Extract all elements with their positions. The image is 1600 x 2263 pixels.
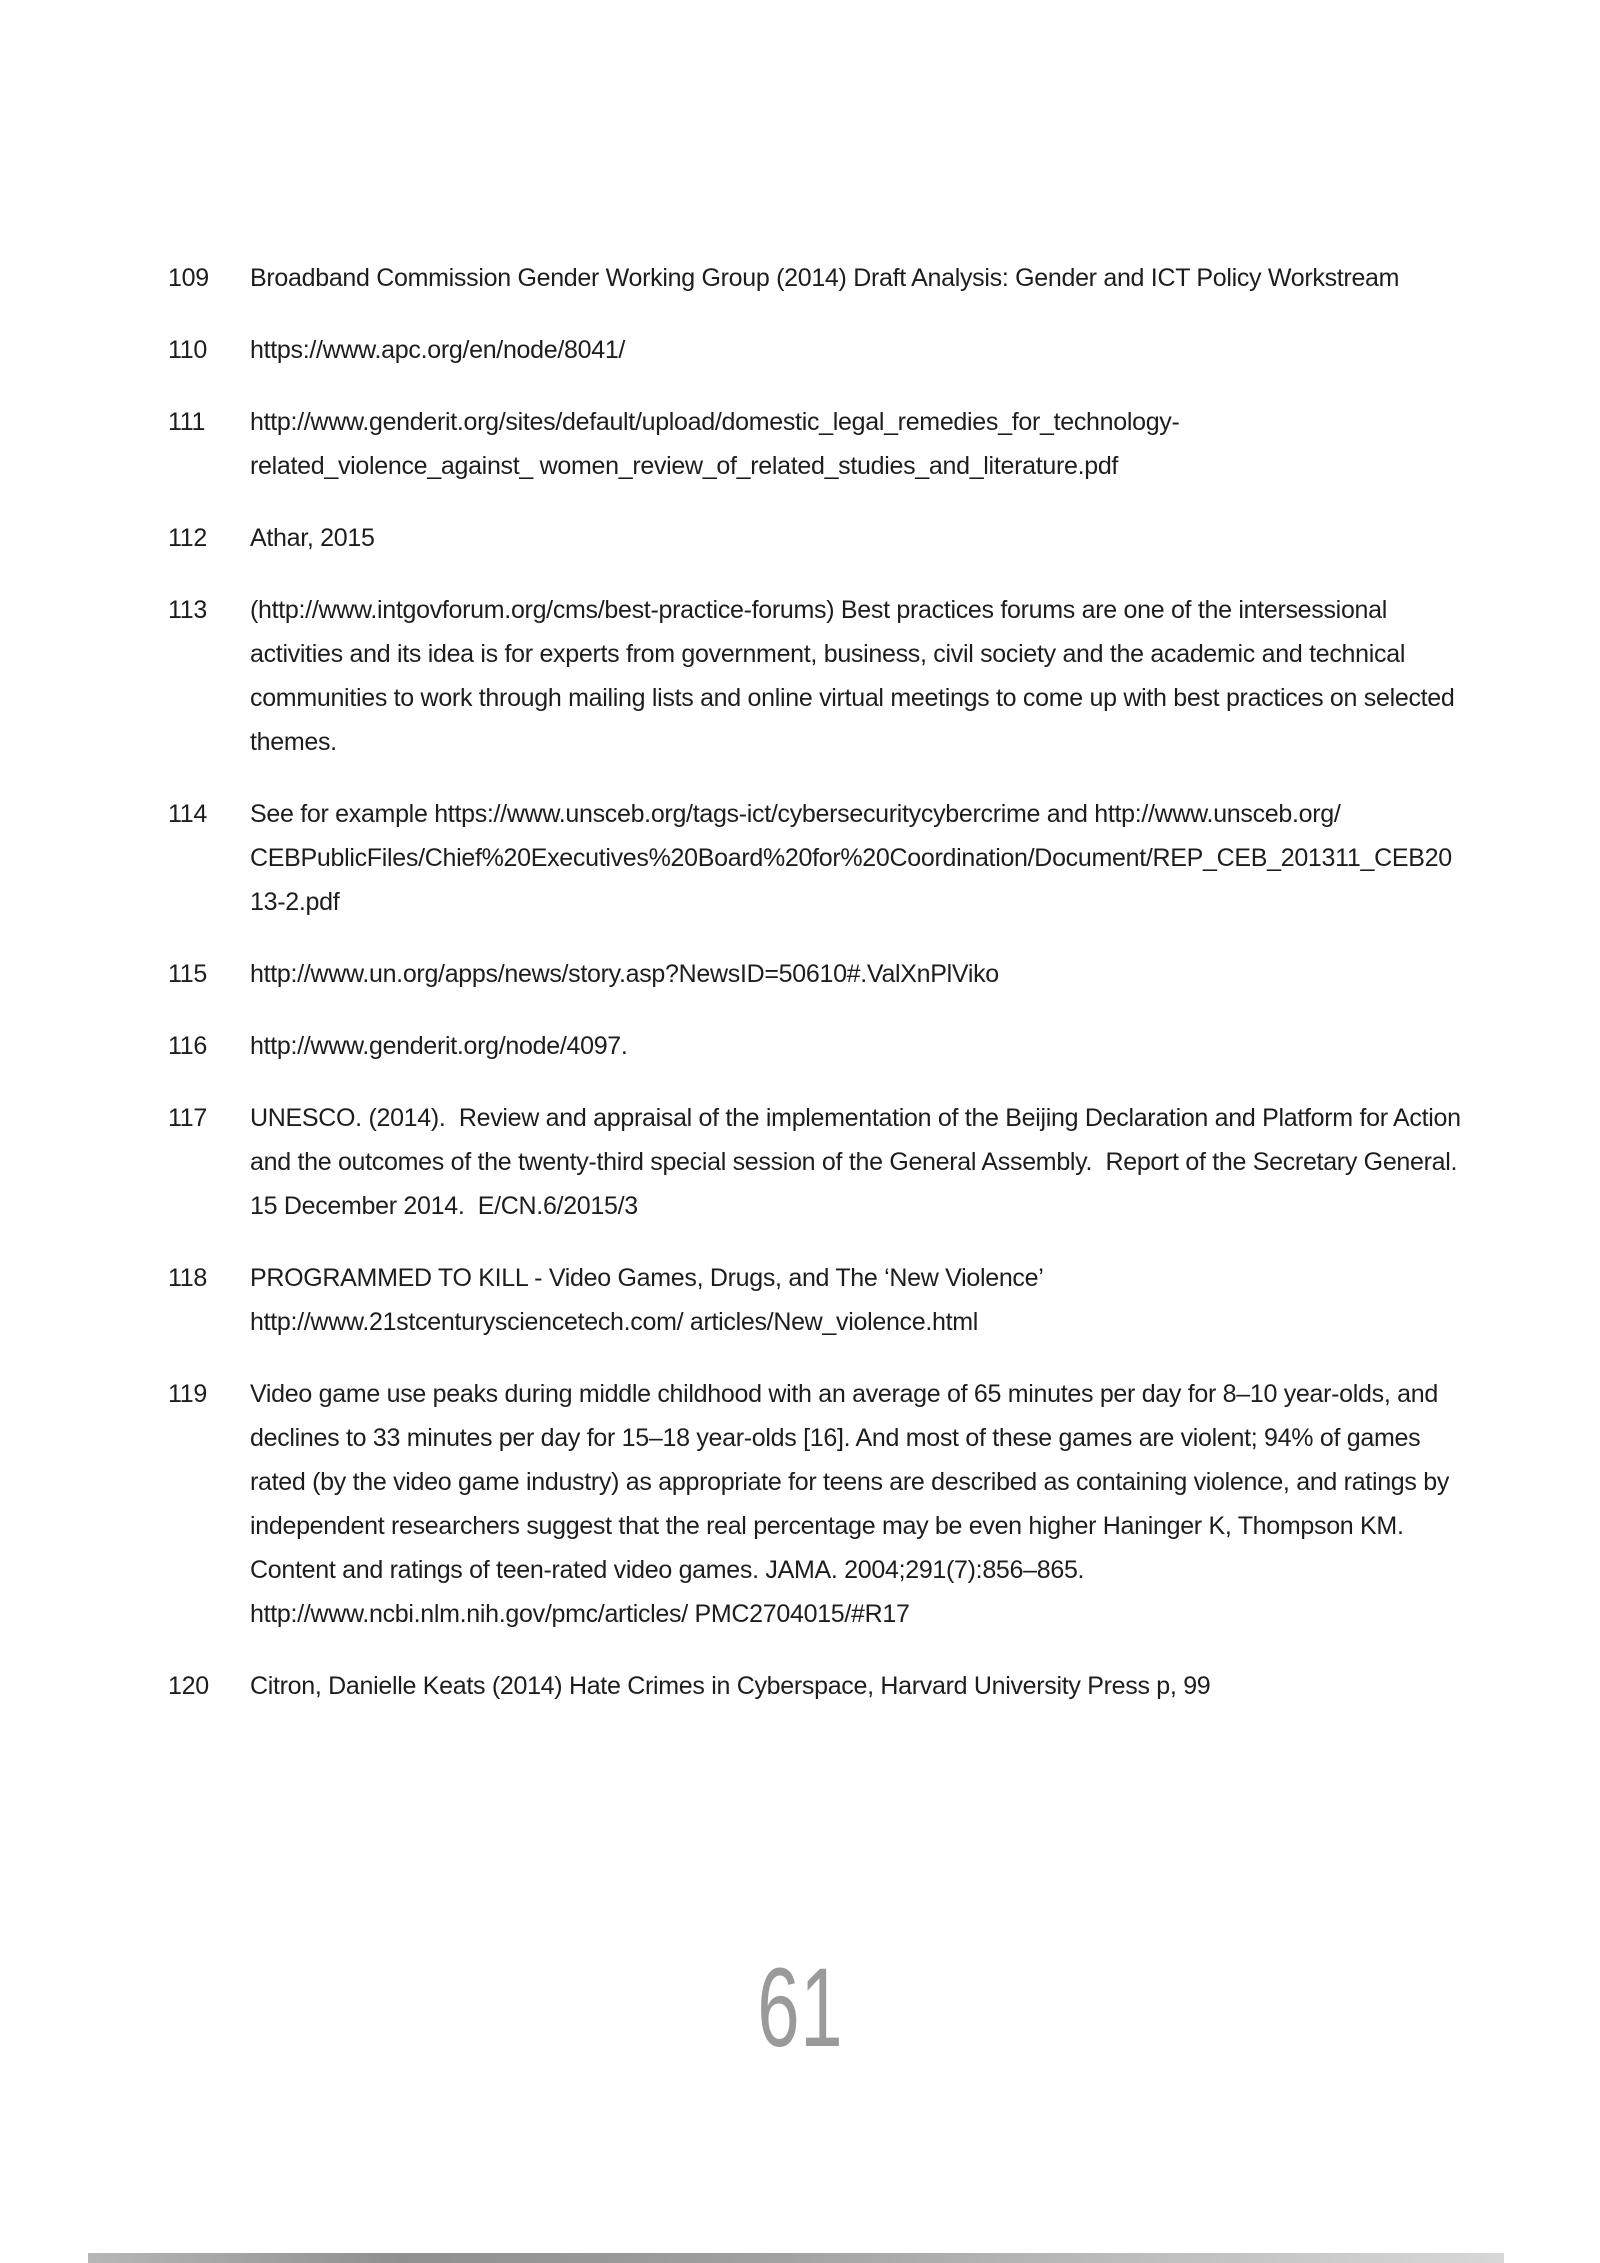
endnote-item — [0, 400, 1600, 488]
endnote-item — [0, 256, 1600, 300]
endnote-item — [0, 1096, 1600, 1228]
endnote-text: Athar, 2015 — [250, 524, 375, 552]
endnote-item — [0, 1664, 1600, 1708]
endnote-item — [0, 516, 1600, 560]
endnote-number: 115 — [168, 960, 207, 988]
endnote-text: http://www.genderit.org/sites/default/upload/domestic_legal_remedies_for_technology-related_violence_against_ women_review_of_related_studies_and_literature.pdf — [250, 408, 1180, 480]
page-number-value: 61 — [756, 1945, 844, 2070]
endnote-number: 113 — [168, 596, 207, 624]
endnote-number: 120 — [168, 1672, 209, 1700]
endnote-number: 117 — [168, 1104, 207, 1132]
page-number — [0, 1945, 1600, 2070]
endnote-number: 119 — [168, 1380, 207, 1408]
endnote-number: 114 — [168, 800, 207, 828]
endnotes-list — [0, 256, 1600, 1736]
endnote-text: (http://www.intgovforum.org/cms/best-practice-forums) Best practices forums are one of the intersessional activities and its idea is for experts from government, business, civil society and the academic and technical communities to work through mailing lists and online virtual meetings to come up with best practices on selected themes. — [250, 596, 1462, 756]
endnote-number: 118 — [168, 1264, 207, 1292]
endnote-text: http://www.un.org/apps/news/story.asp?NewsID=50610#.ValXnPlViko — [250, 960, 999, 988]
endnote-text: Broadband Commission Gender Working Group (2014) Draft Analysis: Gender and ICT Policy Workstream — [250, 264, 1400, 292]
endnote-item — [0, 792, 1600, 924]
endnote-number: 110 — [168, 336, 207, 364]
endnote-text: UNESCO. (2014). Review and appraisal of the implementation of the Beijing Declaration and Platform for Action and the outcomes of the twenty-third special session of the General Assembly. Report of the Secretary General. 15 December 2014. E/CN.6/2015/3 — [250, 1104, 1468, 1220]
endnote-text: See for example https://www.unsceb.org/tags-ict/cybersecuritycybercrime and http://www.unsceb.org/ CEBPublicFiles/Chief%20Executives%20Board%20for%20Coordination/Document/REP_CEB_201311_CEB2013-2.pdf — [250, 800, 1452, 916]
footer-decoration-bar — [88, 2253, 1504, 2263]
endnote-item — [0, 328, 1600, 372]
endnote-item — [0, 588, 1600, 764]
endnote-item — [0, 1372, 1600, 1636]
endnote-number: 111 — [168, 408, 206, 436]
endnote-item — [0, 1024, 1600, 1068]
endnote-text: http://www.genderit.org/node/4097. — [250, 1032, 628, 1060]
endnote-item — [0, 952, 1600, 996]
endnote-number: 112 — [168, 524, 207, 552]
endnote-number: 109 — [168, 264, 209, 292]
endnote-item — [0, 1256, 1600, 1344]
endnote-text: Video game use peaks during middle childhood with an average of 65 minutes per day for 8–10 year-olds, and declines to 33 minutes per day for 15–18 year-olds [16]. And most of these games are violent; 94% of games rated (by the video game industry) as appropriate for teens are described as containing violence, and ratings by independent researchers suggest that the real percentage may be even higher Haninger K, Thompson KM. Content and ratings of teen-rated video games. JAMA. 2004;291(7):856–865. http://www.ncbi.nlm.nih.gov/pmc/articles/ PMC2704015/#R17 — [250, 1380, 1456, 1628]
endnote-number: 116 — [168, 1032, 207, 1060]
endnote-text: https://www.apc.org/en/node/8041/ — [250, 336, 626, 364]
endnote-text: Citron, Danielle Keats (2014) Hate Crimes in Cyberspace, Harvard University Press p, 99 — [250, 1672, 1211, 1700]
endnote-text: PROGRAMMED TO KILL - Video Games, Drugs, and The ‘New Violence’ http://www.21stcenturysciencetech.com/ articles/New_violence.html — [250, 1264, 1056, 1336]
